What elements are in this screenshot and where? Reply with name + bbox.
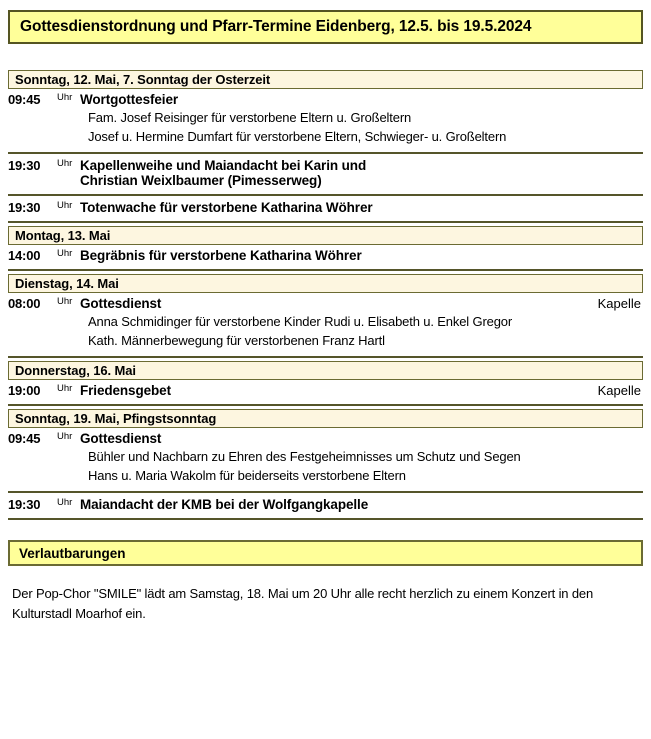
mass-intentions xyxy=(88,447,643,485)
event-title xyxy=(80,248,643,263)
event-title xyxy=(80,92,643,107)
parish-schedule-document xyxy=(0,10,651,739)
event-time: 19:00 xyxy=(8,383,41,398)
mass-intention-line: Kath. Männerbewegung für verstorbenen Franz Hartl xyxy=(88,333,385,348)
event-time-unit: Uhr xyxy=(57,497,73,508)
day-separator xyxy=(8,518,643,520)
event-time-unit: Uhr xyxy=(57,158,73,169)
day-header-label: Donnerstag, 16. Mai xyxy=(15,363,136,378)
day-header xyxy=(8,409,643,428)
event-time-unit: Uhr xyxy=(57,248,73,259)
event-title-line1: Maiandacht der KMB bei der Wolfgangkapelle xyxy=(80,497,369,512)
event-title xyxy=(80,431,643,446)
event-separator xyxy=(8,194,643,196)
mass-intentions xyxy=(88,108,643,146)
event-time: 19:30 xyxy=(8,497,41,512)
schedule-entry-main xyxy=(8,200,643,215)
schedule-entry xyxy=(8,157,643,190)
event-time: 19:30 xyxy=(8,158,41,173)
document-title-banner xyxy=(8,10,643,44)
day-header-label: Sonntag, 12. Mai, 7. Sonntag der Osterzeit xyxy=(15,72,271,87)
day-header-label: Montag, 13. Mai xyxy=(15,228,111,243)
schedule-entry xyxy=(8,295,643,352)
event-title xyxy=(80,296,643,311)
schedule-entry xyxy=(8,382,643,400)
event-title xyxy=(80,497,643,512)
schedule-entry-main xyxy=(8,497,643,512)
event-time-unit: Uhr xyxy=(57,92,73,103)
announcements-heading: Verlautbarungen xyxy=(19,545,126,561)
event-title xyxy=(80,158,643,188)
schedule-entry xyxy=(8,496,643,514)
event-title-line1: Gottesdienst xyxy=(80,431,162,446)
announcements-body xyxy=(8,584,643,624)
event-location: Kapelle xyxy=(597,383,641,398)
day-header-label: Sonntag, 19. Mai, Pfingstsonntag xyxy=(15,411,217,426)
event-time-unit: Uhr xyxy=(57,383,73,394)
event-time-unit: Uhr xyxy=(57,200,73,211)
event-time: 09:45 xyxy=(8,92,41,107)
day-separator xyxy=(8,404,643,406)
day-separator xyxy=(8,221,643,223)
event-title-line2: Christian Weixlbaumer (Pimesserweg) xyxy=(80,173,322,188)
mass-intention-line: Josef u. Hermine Dumfart für verstorbene Eltern, Schwieger- u. Großeltern xyxy=(88,129,507,144)
event-time-unit: Uhr xyxy=(57,431,73,442)
event-time-unit: Uhr xyxy=(57,296,73,307)
day-header xyxy=(8,226,643,245)
day-header xyxy=(8,361,643,380)
schedule-entry-main xyxy=(8,296,643,311)
event-time: 08:00 xyxy=(8,296,41,311)
schedule-entry-main xyxy=(8,92,643,107)
schedule-entry xyxy=(8,199,643,217)
mass-intention-line: Bühler und Nachbarn zu Ehren des Festgeheimnisses um Schutz und Segen xyxy=(88,449,521,464)
schedule-entry-main xyxy=(8,248,643,263)
event-title-line1: Gottesdienst xyxy=(80,296,162,311)
event-title-line1: Friedensgebet xyxy=(80,383,171,398)
event-time: 14:00 xyxy=(8,248,41,263)
schedule-entry-main xyxy=(8,431,643,446)
event-separator xyxy=(8,491,643,493)
schedule-entry xyxy=(8,91,643,148)
mass-intention-line: Hans u. Maria Wakolm für beiderseits verstorbene Eltern xyxy=(88,468,406,483)
day-separator xyxy=(8,356,643,358)
event-time: 09:45 xyxy=(8,431,41,446)
schedule-entry-main xyxy=(8,158,643,188)
announcement-text: Der Pop-Chor "SMILE" lädt am Samstag, 18. Mai um 20 Uhr alle recht herzlich zu einem Konzert in den Kulturstadl Moarhof ein. xyxy=(12,586,594,621)
event-location: Kapelle xyxy=(597,296,641,311)
mass-intention-line: Fam. Josef Reisinger für verstorbene Eltern u. Großeltern xyxy=(88,110,412,125)
schedule-list xyxy=(8,70,643,520)
event-title-line1: Kapellenweihe und Maiandacht bei Karin und xyxy=(80,158,367,173)
mass-intention-line: Anna Schmidinger für verstorbene Kinder Rudi u. Elisabeth u. Enkel Gregor xyxy=(88,314,513,329)
schedule-entry-main xyxy=(8,383,643,398)
announcements-banner xyxy=(8,540,643,566)
schedule-entry xyxy=(8,430,643,487)
day-header xyxy=(8,274,643,293)
event-title-line1: Begräbnis für verstorbene Katharina Wöhrer xyxy=(80,248,362,263)
event-time: 19:30 xyxy=(8,200,41,215)
page-title: Gottesdienstordnung und Pfarr-Termine Eidenberg, 12.5. bis 19.5.2024 xyxy=(20,18,532,35)
event-title xyxy=(80,200,643,215)
event-separator xyxy=(8,152,643,154)
event-title-line1: Wortgottesfeier xyxy=(80,92,179,107)
day-separator xyxy=(8,269,643,271)
mass-intentions xyxy=(88,312,643,350)
day-header xyxy=(8,70,643,89)
event-title xyxy=(80,383,643,398)
event-title-line1: Totenwache für verstorbene Katharina Wöhrer xyxy=(80,200,373,215)
schedule-entry xyxy=(8,247,643,265)
day-header-label: Dienstag, 14. Mai xyxy=(15,276,119,291)
